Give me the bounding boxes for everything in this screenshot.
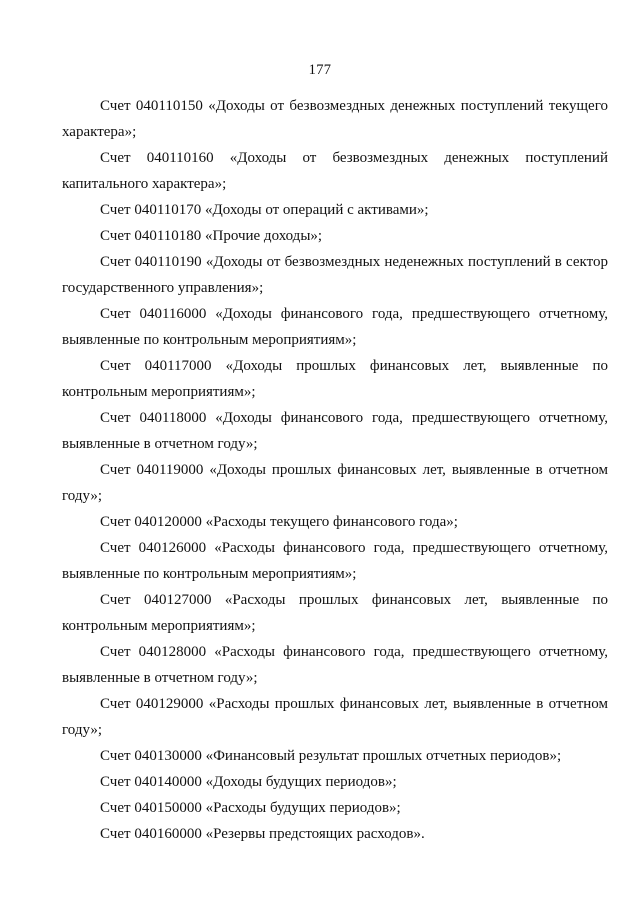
account-paragraph: Счет 040110190 «Доходы от безвозмездных неденежных поступлений в сектор государственного управления»; <box>62 254 608 296</box>
account-paragraph: Счет 040150000 «Расходы будущих периодов»; <box>100 800 401 816</box>
account-paragraph: Счет 040110150 «Доходы от безвозмездных денежных поступлений текущего характера»; <box>62 98 608 140</box>
account-paragraph: Счет 040119000 «Доходы прошлых финансовых лет, выявленные в отчетном году»; <box>62 462 608 504</box>
account-paragraph: Счет 040120000 «Расходы текущего финансового года»; <box>100 514 458 530</box>
account-paragraph: Счет 040128000 «Расходы финансового года, предшествующего отчетному, выявленные в отчетном году»; <box>62 644 608 686</box>
account-paragraph: Счет 040116000 «Доходы финансового года, предшествующего отчетному, выявленные по контрольным мероприятиям»; <box>62 306 608 348</box>
account-paragraph: Счет 040126000 «Расходы финансового года, предшествующего отчетному, выявленные по контрольным мероприятиям»; <box>62 540 608 582</box>
account-paragraph: Счет 040110160 «Доходы от безвозмездных денежных поступлений капитального характера»; <box>62 150 608 192</box>
account-paragraph: Счет 040160000 «Резервы предстоящих расходов». <box>100 826 425 842</box>
account-paragraph: Счет 040130000 «Финансовый результат прошлых отчетных периодов»; <box>100 748 562 764</box>
account-paragraph: Счет 040129000 «Расходы прошлых финансовых лет, выявленные в отчетном году»; <box>62 696 608 738</box>
account-paragraph: Счет 040117000 «Доходы прошлых финансовых лет, выявленные по контрольным мероприятиям»; <box>62 358 608 400</box>
account-paragraph: Счет 040127000 «Расходы прошлых финансовых лет, выявленные по контрольным мероприятиям»; <box>62 592 608 634</box>
account-paragraph: Счет 040110180 «Прочие доходы»; <box>100 228 323 244</box>
page-number: 177 <box>308 62 332 78</box>
document-body <box>62 93 608 847</box>
account-paragraph: Счет 040140000 «Доходы будущих периодов»; <box>100 774 397 790</box>
account-paragraph: Счет 040110170 «Доходы от операций с активами»; <box>100 202 429 218</box>
account-paragraph: Счет 040118000 «Доходы финансового года, предшествующего отчетному, выявленные в отчетном году»; <box>62 410 608 452</box>
